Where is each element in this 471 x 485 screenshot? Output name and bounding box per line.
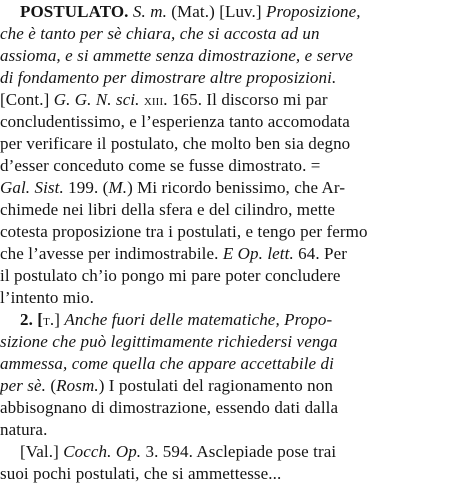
entry-text: Rosm. <box>56 376 99 395</box>
entry-text: abbisognano di dimostrazione, essendo dati dalla <box>0 398 339 417</box>
entry-line <box>0 221 368 243</box>
entry-text: t <box>43 313 50 329</box>
entry-text: per verificare il postulato, che molto ben sia degno <box>0 134 351 153</box>
headword: POSTULATO. <box>20 2 129 21</box>
entry-text: M. <box>108 178 128 197</box>
entry-text: .] <box>49 310 65 329</box>
entry-text: 3. 594. Asclepiade pose trai <box>141 442 337 461</box>
entry-text: che l’avesse per indimostrabile. <box>0 244 223 263</box>
entry-line <box>0 419 47 441</box>
entry-text: suoi pochi postulati, che si ammettesse... <box>0 464 282 483</box>
entry-line <box>0 111 350 133</box>
entry-line <box>0 155 320 177</box>
entry-text: ) I postulati del ragionamento non <box>98 376 333 395</box>
entry-text: ammessa, come quella che appare accettabile di <box>0 354 334 373</box>
entry-text: ( <box>46 376 57 395</box>
entry-text: cotesta proposizione tra i postulati, e tengo per fermo <box>0 222 368 241</box>
entry-text: sizione che può legittimamente richiedersi venga <box>0 332 338 351</box>
entry-line <box>0 177 345 199</box>
entry-text: che è tanto per sè chiara, che si accosta ad un <box>0 24 320 43</box>
entry-line <box>20 1 361 23</box>
entry-text: . 165. Il discorso mi par <box>163 90 328 109</box>
entry-line <box>0 133 350 155</box>
entry-line <box>0 353 334 375</box>
entry-text: xiii <box>143 93 164 109</box>
entry-line <box>0 331 338 353</box>
entry-line <box>0 89 328 112</box>
entry-text: Anche fuori delle matematiche, Propo- <box>64 310 333 329</box>
entry-line <box>0 375 333 397</box>
entry-text: di fondamento per dimostrare altre proposizioni. <box>0 68 337 87</box>
entry-text: 2. [ <box>20 310 44 329</box>
entry-text: [Cont.] <box>0 90 54 109</box>
entry-line <box>0 67 336 89</box>
entry-line <box>0 265 341 287</box>
entry-line <box>0 199 335 221</box>
entry-text: E Op. lett. <box>222 244 294 263</box>
entry-line <box>0 23 320 45</box>
entry-text: assioma, e si ammette senza dimostrazione, e serve <box>0 46 353 65</box>
entry-line <box>0 287 94 309</box>
entry-text: [Val.] <box>20 442 64 461</box>
entry-text: 64. Per <box>293 244 348 263</box>
entry-line <box>0 45 353 67</box>
entry-text: S. m. <box>132 2 167 21</box>
entry-line <box>0 463 281 485</box>
entry-text: chimede nei libri della sfera e del cilindro, mette <box>0 200 336 219</box>
entry-text: ) Mi ricordo benissimo, che Ar- <box>127 178 346 197</box>
entry-text: Gal. Sist. <box>0 178 64 197</box>
entry-text: concludentissimo, e l’esperienza tanto accomodata <box>0 112 350 131</box>
entry-text: (Mat.) [Luv.] <box>166 2 266 21</box>
entry-text: 199. ( <box>63 178 109 197</box>
entry-line <box>0 243 347 265</box>
entry-line <box>0 397 338 419</box>
entry-text: G. G. N. sci. <box>53 90 140 109</box>
entry-line <box>20 441 336 463</box>
entry-text: il postulato ch’io pongo mi pare poter concludere <box>0 266 341 285</box>
entry-text: Proposizione, <box>266 2 361 21</box>
entry-text: d’esser conceduto come se fusse dimostrato. = <box>0 156 321 175</box>
entry-line <box>20 309 332 332</box>
entry-text: per sè. <box>0 376 47 395</box>
entry-text: l’intento mio. <box>0 288 94 307</box>
entry-text: Cocch. Op. <box>63 442 142 461</box>
entry-text: natura. <box>0 420 48 439</box>
